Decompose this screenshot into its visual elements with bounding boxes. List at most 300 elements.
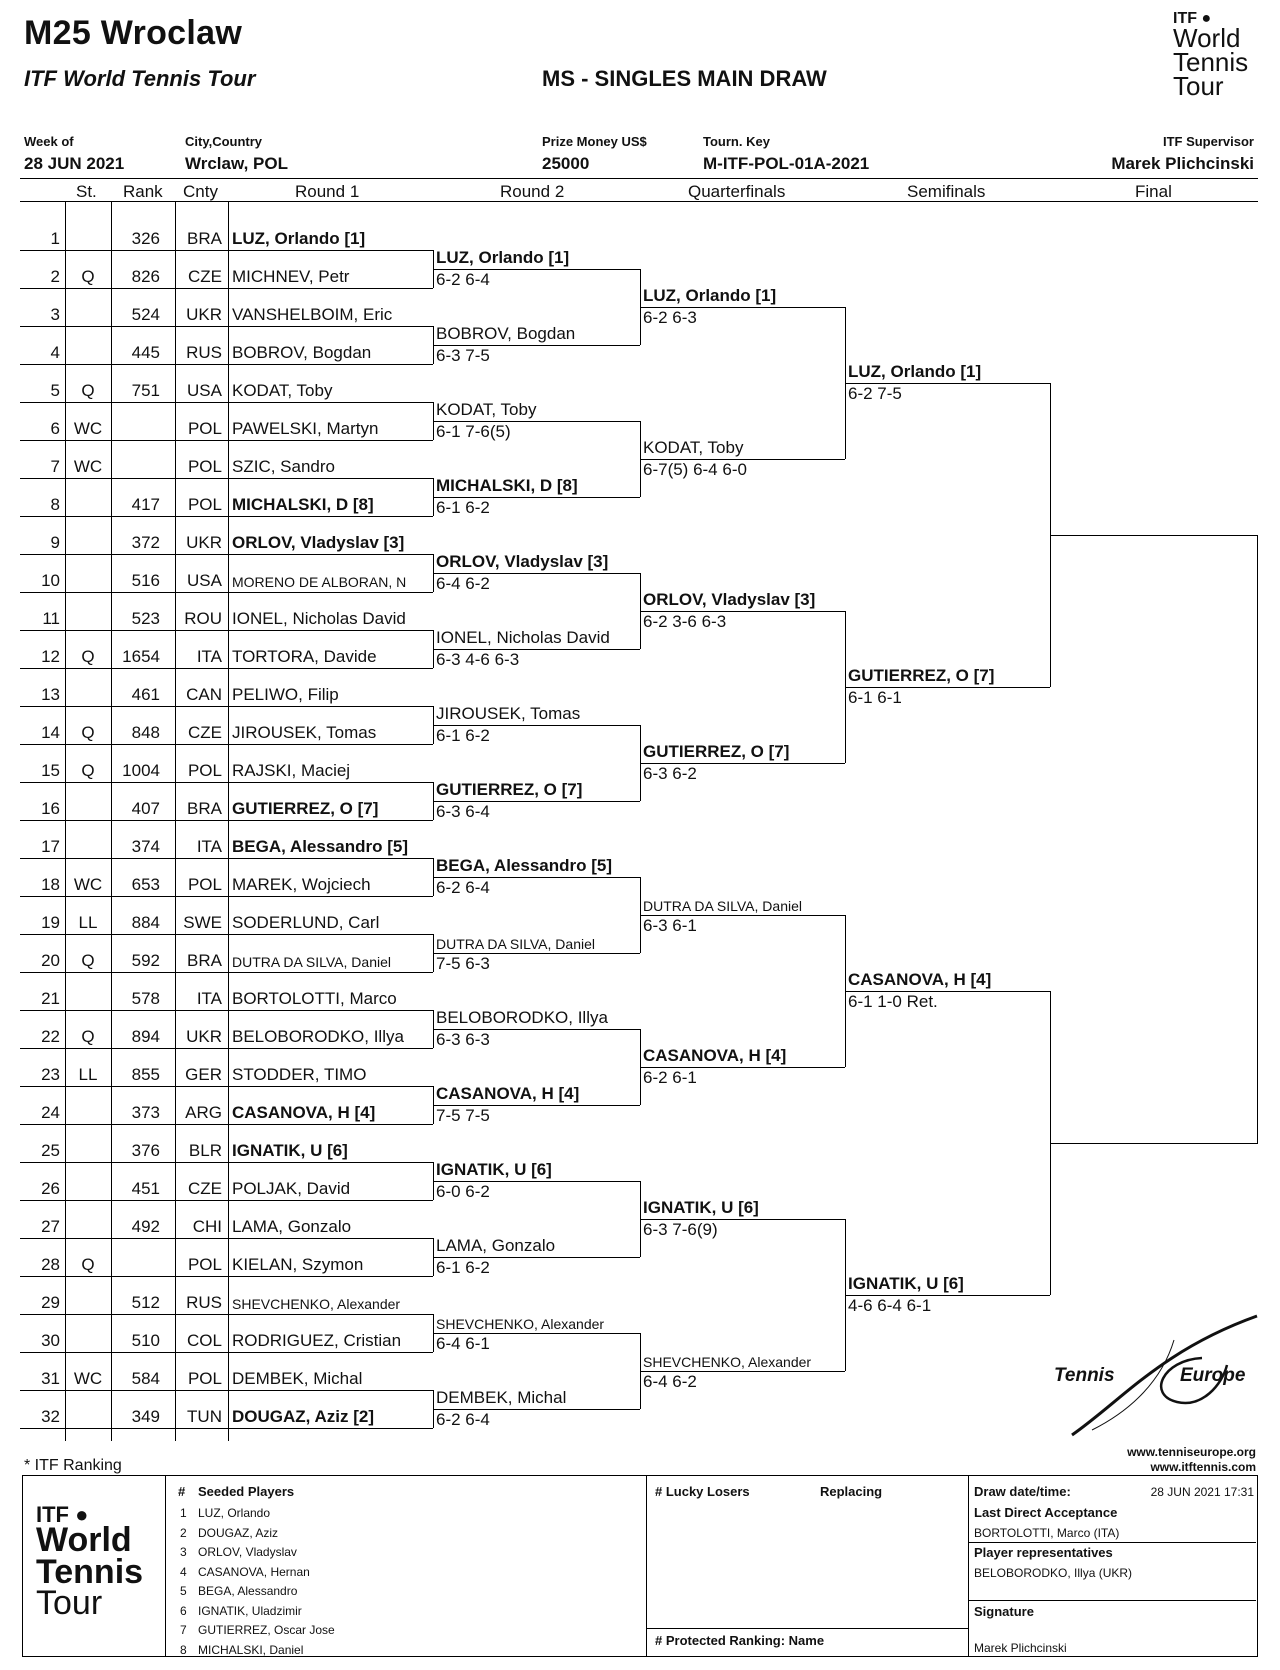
entry-rank: 592 bbox=[131, 951, 160, 970]
entry-player-name: LAMA, Gonzalo bbox=[232, 1217, 352, 1236]
entry-player-name: BORTOLOTTI, Marco bbox=[232, 989, 397, 1008]
entry-rank: 407 bbox=[131, 799, 160, 818]
entry-rank: 848 bbox=[131, 723, 160, 742]
entry-rank: 510 bbox=[131, 1331, 160, 1350]
qf-winner-name: CASANOVA, H [4] bbox=[643, 1046, 787, 1065]
row-rule bbox=[20, 1200, 433, 1201]
sf-score: 6-1 1-0 Ret. bbox=[848, 992, 938, 1011]
entry-player-name: MICHNEV, Petr bbox=[232, 267, 350, 286]
entry-rank: 578 bbox=[131, 989, 160, 1008]
tourn-key-value: M-ITF-POL-01A-2021 bbox=[703, 154, 870, 173]
itf-world-tennis-tour-logo-bottom bbox=[36, 1502, 156, 1622]
entry-status: WC bbox=[73, 419, 103, 438]
entry-number: 14 bbox=[41, 723, 60, 742]
logo-tennis-text: Tennis bbox=[1173, 46, 1249, 77]
entry-country: POL bbox=[187, 457, 222, 476]
sf-winner-name: CASANOVA, H [4] bbox=[848, 970, 992, 989]
final-finalist-rule bbox=[1050, 535, 1258, 536]
entry-country: USA bbox=[187, 381, 222, 400]
row-rule bbox=[20, 1276, 433, 1277]
entry-number: 6 bbox=[50, 419, 60, 438]
entry-number: 13 bbox=[41, 685, 60, 704]
reps-label: Player representatives bbox=[974, 1545, 1113, 1560]
entry-number: 25 bbox=[41, 1141, 60, 1160]
entry-country: ITA bbox=[196, 647, 222, 666]
entry-number: 28 bbox=[41, 1255, 60, 1274]
round2-score: 6-1 6-2 bbox=[436, 726, 490, 745]
seed-number: 1 bbox=[180, 1506, 187, 1520]
seeded-hash: # bbox=[178, 1484, 186, 1499]
round2-score: 6-1 6-2 bbox=[436, 498, 490, 517]
entry-status: Q bbox=[81, 723, 95, 742]
entry-country: GER bbox=[185, 1065, 222, 1084]
tennis-europe-logo bbox=[1052, 1310, 1272, 1440]
entry-country: CAN bbox=[186, 685, 222, 704]
entry-status: WC bbox=[73, 457, 103, 476]
qf-score: 6-2 6-1 bbox=[643, 1068, 697, 1087]
entry-rank: 1004 bbox=[122, 761, 160, 780]
row-rule bbox=[20, 744, 433, 745]
round2-winner-name: JIROUSEK, Tomas bbox=[436, 704, 581, 723]
entry-player-name: KIELAN, Szymon bbox=[232, 1255, 364, 1274]
city-value: Wrclaw, POL bbox=[185, 154, 288, 173]
entry-rank: 524 bbox=[131, 305, 160, 324]
url-itftennis[interactable]: www.itftennis.com bbox=[1150, 1460, 1256, 1474]
entry-rank: 372 bbox=[131, 533, 160, 552]
logo-bottom-dot-icon: ● bbox=[75, 1502, 89, 1527]
entry-rank: 326 bbox=[131, 229, 160, 248]
row-rule bbox=[20, 1124, 433, 1125]
week-label: Week of bbox=[24, 134, 74, 149]
seed-player-name: CASANOVA, Hernan bbox=[198, 1564, 310, 1579]
entry-number: 27 bbox=[41, 1217, 60, 1236]
logo-bottom-tennis-text: Tennis bbox=[36, 1552, 144, 1591]
qf-winner-name: GUTIERREZ, O [7] bbox=[643, 742, 790, 761]
qf-winner-name: LUZ, Orlando [1] bbox=[643, 286, 777, 305]
qf-score: 6-3 6-2 bbox=[643, 764, 697, 783]
row-rule bbox=[20, 782, 433, 783]
final-connector-right bbox=[1257, 535, 1258, 1143]
protected-ranking-rule bbox=[646, 1628, 968, 1629]
entry-rank: 1654 bbox=[122, 647, 160, 666]
entry-status: LL bbox=[78, 913, 98, 932]
entry-number: 19 bbox=[41, 913, 60, 932]
entry-country: ITA bbox=[196, 989, 222, 1008]
row-rule bbox=[20, 1086, 433, 1087]
row-rule bbox=[20, 972, 433, 973]
entry-country: ARG bbox=[185, 1103, 222, 1122]
draw-name: MS - SINGLES MAIN DRAW bbox=[542, 66, 827, 91]
row-rule bbox=[20, 250, 433, 251]
round2-winner-name: ORLOV, Vladyslav [3] bbox=[436, 552, 609, 571]
entry-country: CZE bbox=[188, 723, 222, 742]
entry-status: Q bbox=[81, 647, 95, 666]
sf-score: 6-1 6-1 bbox=[848, 688, 902, 707]
entry-number: 11 bbox=[42, 609, 60, 628]
te-europe-text: Europe bbox=[1180, 1365, 1246, 1386]
tourn-key-label: Tourn. Key bbox=[703, 134, 770, 149]
round2-winner-name: DEMBEK, Michal bbox=[436, 1388, 567, 1407]
seed-number: 5 bbox=[180, 1584, 187, 1598]
entry-player-name: ORLOV, Vladyslav [3] bbox=[232, 533, 405, 552]
row-rule bbox=[20, 1010, 433, 1011]
entry-number: 18 bbox=[41, 875, 60, 894]
row-rule bbox=[20, 478, 433, 479]
round2-winner-name: BEGA, Alessandro [5] bbox=[436, 856, 613, 875]
entry-country: ITA bbox=[196, 837, 222, 856]
round2-winner-name: BOBROV, Bogdan bbox=[436, 324, 576, 343]
panel-divider-3 bbox=[968, 1475, 969, 1657]
seed-player-name: DOUGAZ, Aziz bbox=[198, 1525, 279, 1540]
entry-player-name: STODDER, TIMO bbox=[232, 1065, 367, 1084]
entry-country: ROU bbox=[184, 609, 222, 628]
entry-player-name: GUTIERREZ, O [7] bbox=[232, 799, 379, 818]
row-rule bbox=[20, 1314, 433, 1315]
entry-status: Q bbox=[81, 381, 95, 400]
col-round2: Round 2 bbox=[500, 182, 565, 201]
prize-label: Prize Money US$ bbox=[542, 134, 647, 149]
entry-rank: 451 bbox=[131, 1179, 160, 1198]
qf-winner-name: KODAT, Toby bbox=[643, 438, 744, 457]
entry-player-name: RODRIGUEZ, Cristian bbox=[232, 1331, 402, 1350]
entry-country: UKR bbox=[186, 533, 222, 552]
round2-winner-name: DUTRA DA SILVA, Daniel bbox=[436, 936, 595, 952]
entry-status: Q bbox=[81, 951, 95, 970]
round2-winner-name: BELOBORODKO, Illya bbox=[436, 1008, 608, 1027]
entry-player-name: LUZ, Orlando [1] bbox=[232, 229, 366, 248]
qf-score: 6-3 7-6(9) bbox=[643, 1220, 718, 1239]
qf-winner-name: SHEVCHENKO, Alexander bbox=[643, 1354, 812, 1370]
entry-status: Q bbox=[81, 267, 95, 286]
seed-player-name: LUZ, Orlando bbox=[198, 1506, 271, 1520]
entry-number: 31 bbox=[41, 1369, 60, 1388]
entry-number: 8 bbox=[50, 495, 60, 514]
entry-country: BRA bbox=[187, 951, 222, 970]
entry-status: Q bbox=[81, 1027, 95, 1046]
entry-status: LL bbox=[78, 1065, 98, 1084]
ranking-note: * ITF Ranking bbox=[24, 1457, 122, 1474]
entry-country: POL bbox=[187, 1369, 222, 1388]
entry-status: Q bbox=[81, 1255, 95, 1274]
entry-number: 17 bbox=[41, 837, 60, 856]
row-rule bbox=[20, 288, 433, 289]
sf-winner-name: LUZ, Orlando [1] bbox=[848, 362, 982, 381]
col-cnty: Cnty bbox=[183, 182, 218, 201]
entry-number: 4 bbox=[50, 343, 60, 362]
tour-subtitle: ITF World Tennis Tour bbox=[24, 66, 256, 91]
signature-value: Marek Plichcinski bbox=[974, 1641, 1067, 1655]
row-rule bbox=[20, 1238, 433, 1239]
row-rule bbox=[20, 1352, 433, 1353]
sf-winner-name: IGNATIK, U [6] bbox=[848, 1274, 964, 1293]
seed-number: 6 bbox=[180, 1603, 187, 1618]
round2-winner-name: GUTIERREZ, O [7] bbox=[436, 780, 583, 799]
entry-rank: 826 bbox=[131, 267, 160, 286]
entry-rank: 653 bbox=[131, 875, 160, 894]
entry-country: POL bbox=[187, 761, 222, 780]
col-semifinals: Semifinals bbox=[907, 182, 986, 201]
round2-score: 6-3 4-6 6-3 bbox=[436, 650, 520, 669]
entry-player-name: MAREK, Wojciech bbox=[232, 875, 371, 894]
round2-winner-name: IONEL, Nicholas David bbox=[436, 628, 610, 647]
row-rule bbox=[20, 668, 433, 669]
seed-player-name: IGNATIK, Uladzimir bbox=[198, 1603, 302, 1618]
entry-player-name: BOBROV, Bogdan bbox=[232, 343, 372, 362]
entry-status: WC bbox=[73, 875, 103, 894]
entry-player-name: PAWELSKI, Martyn bbox=[232, 419, 379, 438]
row-rule bbox=[20, 820, 433, 821]
entry-country: BLR bbox=[188, 1141, 222, 1160]
panel-divider-2 bbox=[646, 1475, 647, 1657]
entry-number: 20 bbox=[41, 951, 60, 970]
entry-number: 1 bbox=[50, 229, 60, 248]
entry-player-name: BELOBORODKO, Illya bbox=[232, 1027, 404, 1046]
entry-country: BRA bbox=[187, 799, 222, 818]
round2-score: 6-0 6-2 bbox=[436, 1182, 490, 1201]
entry-player-name: MICHALSKI, D [8] bbox=[232, 495, 374, 514]
entry-rank: 884 bbox=[131, 913, 160, 932]
entry-status: WC bbox=[73, 1369, 103, 1388]
seed-player-name: GUTIERREZ, Oscar Jose bbox=[198, 1623, 335, 1637]
row-rule bbox=[20, 1390, 433, 1391]
row-rule bbox=[20, 1428, 433, 1429]
entry-number: 15 bbox=[41, 761, 60, 780]
lucky-losers-title: # Lucky Losers bbox=[655, 1484, 750, 1499]
entry-number: 29 bbox=[41, 1293, 60, 1312]
entry-player-name: VANSHELBOIM, Eric bbox=[232, 305, 393, 324]
entry-player-name: TORTORA, Davide bbox=[232, 647, 377, 666]
entry-number: 32 bbox=[41, 1407, 60, 1426]
final-finalist-rule bbox=[1050, 1143, 1258, 1144]
entry-player-name: JIROUSEK, Tomas bbox=[232, 723, 377, 742]
round2-winner-name: MICHALSKI, D [8] bbox=[436, 476, 578, 495]
sf-score: 6-2 7-5 bbox=[848, 384, 902, 403]
qf-score: 6-4 6-2 bbox=[643, 1372, 697, 1391]
entry-country: UKR bbox=[186, 1027, 222, 1046]
logo-itf-text: ITF bbox=[1173, 10, 1197, 27]
row-rule bbox=[20, 934, 433, 935]
round2-score: 6-3 6-3 bbox=[436, 1030, 490, 1049]
entry-country: CHI bbox=[192, 1217, 222, 1236]
supervisor-label: ITF Supervisor bbox=[1162, 134, 1254, 149]
qf-score: 6-7(5) 6-4 6-0 bbox=[643, 460, 747, 479]
col-final: Final bbox=[1135, 182, 1172, 201]
entry-country: POL bbox=[187, 419, 222, 438]
round2-winner-name: CASANOVA, H [4] bbox=[436, 1084, 580, 1103]
entry-player-name: BEGA, Alessandro [5] bbox=[232, 837, 409, 856]
prize-value: 25000 bbox=[542, 154, 590, 173]
reps-rule bbox=[968, 1542, 1256, 1543]
round2-score: 6-2 6-4 bbox=[436, 878, 490, 897]
seed-number: 3 bbox=[180, 1545, 187, 1559]
qf-winner-name: IGNATIK, U [6] bbox=[643, 1198, 759, 1217]
logo-bottom-world-text: World bbox=[36, 1521, 132, 1560]
round2-score: 6-2 6-4 bbox=[436, 270, 490, 289]
entry-player-name: DOUGAZ, Aziz [2] bbox=[232, 1407, 374, 1426]
signature-rule bbox=[968, 1600, 1256, 1601]
entry-country: BRA bbox=[187, 229, 222, 248]
entry-rank: 516 bbox=[131, 571, 160, 590]
entry-player-name: RAJSKI, Maciej bbox=[232, 761, 351, 780]
seeded-title: Seeded Players bbox=[198, 1484, 295, 1499]
entry-number: 30 bbox=[41, 1331, 60, 1350]
entry-number: 9 bbox=[50, 533, 60, 552]
entry-country: CZE bbox=[188, 1179, 222, 1198]
col-rank: Rank bbox=[123, 182, 163, 201]
entry-number: 26 bbox=[41, 1179, 60, 1198]
entry-player-name: DEMBEK, Michal bbox=[232, 1369, 363, 1388]
row-rule bbox=[20, 364, 433, 365]
entry-rank: 894 bbox=[131, 1027, 160, 1046]
row-rule bbox=[20, 1162, 433, 1163]
logo-dot-icon: ● bbox=[1201, 10, 1212, 27]
qf-score: 6-2 6-3 bbox=[643, 308, 697, 327]
row-rule bbox=[20, 440, 433, 441]
logo-tour-text: Tour bbox=[1173, 70, 1224, 101]
entry-country: POL bbox=[187, 495, 222, 514]
entry-number: 3 bbox=[50, 305, 60, 324]
logo-bottom-tour-text: Tour bbox=[36, 1583, 103, 1622]
entry-player-name: PELIWO, Filip bbox=[232, 685, 339, 704]
entry-number: 10 bbox=[41, 571, 60, 590]
seed-player-name: BEGA, Alessandro bbox=[198, 1584, 298, 1598]
row-rule bbox=[20, 630, 433, 631]
entry-player-name: POLJAK, David bbox=[232, 1179, 351, 1198]
replacing-title: Replacing bbox=[820, 1484, 883, 1499]
entry-status: Q bbox=[81, 761, 95, 780]
entry-rank: 492 bbox=[131, 1217, 160, 1236]
entry-rank: 373 bbox=[131, 1103, 160, 1122]
round2-score: 6-4 6-1 bbox=[436, 1334, 490, 1353]
header-rule bbox=[20, 178, 1258, 179]
panel-divider-1 bbox=[165, 1475, 166, 1657]
week-value: 28 JUN 2021 bbox=[24, 154, 125, 173]
entry-number: 21 bbox=[41, 989, 60, 1008]
entry-number: 24 bbox=[41, 1103, 60, 1122]
entry-rank: 376 bbox=[131, 1141, 160, 1160]
seed-number: 7 bbox=[180, 1623, 187, 1637]
entry-player-name: KODAT, Toby bbox=[232, 381, 333, 400]
seed-player-name: MICHALSKI, Daniel bbox=[198, 1642, 304, 1657]
signature-label: Signature bbox=[974, 1604, 1034, 1619]
round2-score: 7-5 6-3 bbox=[436, 954, 490, 973]
col-quarterfinals: Quarterfinals bbox=[688, 182, 786, 201]
draw-date-label: Draw date/time: bbox=[974, 1484, 1071, 1499]
entry-rank: 445 bbox=[131, 343, 160, 362]
row-rule bbox=[20, 1048, 433, 1049]
entry-country: COL bbox=[187, 1331, 222, 1350]
round2-score: 6-1 7-6(5) bbox=[436, 422, 511, 441]
entry-rank: 374 bbox=[131, 837, 160, 856]
entry-country: POL bbox=[187, 1255, 222, 1274]
entry-player-name: DUTRA DA SILVA, Daniel bbox=[232, 954, 391, 970]
city-label: City,Country bbox=[185, 134, 263, 149]
round2-score: 6-3 7-5 bbox=[436, 346, 490, 365]
round2-winner-name: LUZ, Orlando [1] bbox=[436, 248, 570, 267]
entry-number: 2 bbox=[50, 267, 60, 286]
entry-rank: 751 bbox=[131, 381, 160, 400]
round2-score: 6-4 6-2 bbox=[436, 574, 490, 593]
tournament-title: M25 Wroclaw bbox=[24, 14, 243, 52]
seed-number: 4 bbox=[180, 1564, 187, 1579]
te-tennis-text: Tennis bbox=[1054, 1365, 1115, 1386]
entry-country: TUN bbox=[187, 1407, 222, 1426]
entry-country: SWE bbox=[183, 913, 222, 932]
entry-player-name: SHEVCHENKO, Alexander bbox=[232, 1296, 401, 1312]
entry-player-name: IGNATIK, U [6] bbox=[232, 1141, 348, 1160]
divider-name bbox=[228, 201, 229, 1441]
entry-player-name: CASANOVA, H [4] bbox=[232, 1103, 376, 1122]
row-rule bbox=[20, 858, 433, 859]
round2-winner-name: KODAT, Toby bbox=[436, 400, 537, 419]
lda-label: Last Direct Acceptance bbox=[974, 1505, 1118, 1520]
entry-country: RUS bbox=[186, 343, 222, 362]
url-tenniseurope[interactable]: www.tenniseurope.org bbox=[1127, 1445, 1256, 1459]
entry-player-name: IONEL, Nicholas David bbox=[232, 609, 406, 628]
reps-value: BELOBORODKO, Illya (UKR) bbox=[974, 1566, 1133, 1580]
seed-number: 2 bbox=[180, 1525, 187, 1540]
entry-number: 5 bbox=[50, 381, 60, 400]
qf-winner-name: ORLOV, Vladyslav [3] bbox=[643, 590, 816, 609]
entry-rank: 523 bbox=[131, 609, 160, 628]
row-rule bbox=[20, 896, 433, 897]
row-rule bbox=[20, 592, 433, 593]
lda-value: BORTOLOTTI, Marco (ITA) bbox=[974, 1526, 1120, 1540]
qf-score: 6-2 3-6 6-3 bbox=[643, 612, 727, 631]
qf-score: 6-3 6-1 bbox=[643, 916, 697, 935]
entry-number: 23 bbox=[41, 1065, 60, 1084]
seed-player-name: ORLOV, Vladyslav bbox=[198, 1545, 297, 1559]
entry-number: 16 bbox=[41, 799, 60, 818]
round2-score: 6-3 6-4 bbox=[436, 802, 490, 821]
entry-country: CZE bbox=[188, 267, 222, 286]
entry-country: RUS bbox=[186, 1293, 222, 1312]
round2-winner-name: IGNATIK, U [6] bbox=[436, 1160, 552, 1179]
entry-country: POL bbox=[187, 875, 222, 894]
sf-score: 4-6 6-4 6-1 bbox=[848, 1296, 932, 1315]
qf-winner-name: DUTRA DA SILVA, Daniel bbox=[643, 898, 802, 914]
draw-date-value: 28 JUN 2021 17:31 bbox=[1150, 1485, 1254, 1499]
supervisor-value: Marek Plichcinski bbox=[1111, 154, 1254, 173]
round2-winner-name: LAMA, Gonzalo bbox=[436, 1236, 556, 1255]
row-rule bbox=[20, 402, 433, 403]
itf-world-tennis-tour-logo bbox=[1173, 10, 1273, 101]
entry-number: 22 bbox=[41, 1027, 60, 1046]
entry-rank: 461 bbox=[131, 685, 160, 704]
round2-score: 7-5 7-5 bbox=[436, 1106, 490, 1125]
entry-number: 12 bbox=[41, 647, 60, 666]
row-rule bbox=[20, 706, 433, 707]
entry-player-name: SZIC, Sandro bbox=[232, 457, 335, 476]
entry-country: USA bbox=[187, 571, 222, 590]
logo-world-text: World bbox=[1173, 22, 1241, 53]
row-rule bbox=[20, 516, 433, 517]
row-rule bbox=[20, 326, 433, 327]
round2-score: 6-1 6-2 bbox=[436, 1258, 490, 1277]
entry-rank: 349 bbox=[131, 1407, 160, 1426]
entry-rank: 584 bbox=[131, 1369, 160, 1388]
entry-player-name: SODERLUND, Carl bbox=[232, 913, 380, 932]
entry-rank: 512 bbox=[131, 1293, 160, 1312]
entry-number: 7 bbox=[50, 457, 60, 476]
col-st: St. bbox=[76, 182, 97, 201]
entry-rank: 417 bbox=[131, 495, 160, 514]
round2-winner-name: SHEVCHENKO, Alexander bbox=[436, 1316, 605, 1332]
logo-bottom-itf-text: ITF bbox=[36, 1502, 69, 1527]
col-round1: Round 1 bbox=[295, 182, 360, 201]
row-rule bbox=[20, 554, 433, 555]
protected-ranking-title: # Protected Ranking: Name bbox=[655, 1633, 825, 1648]
